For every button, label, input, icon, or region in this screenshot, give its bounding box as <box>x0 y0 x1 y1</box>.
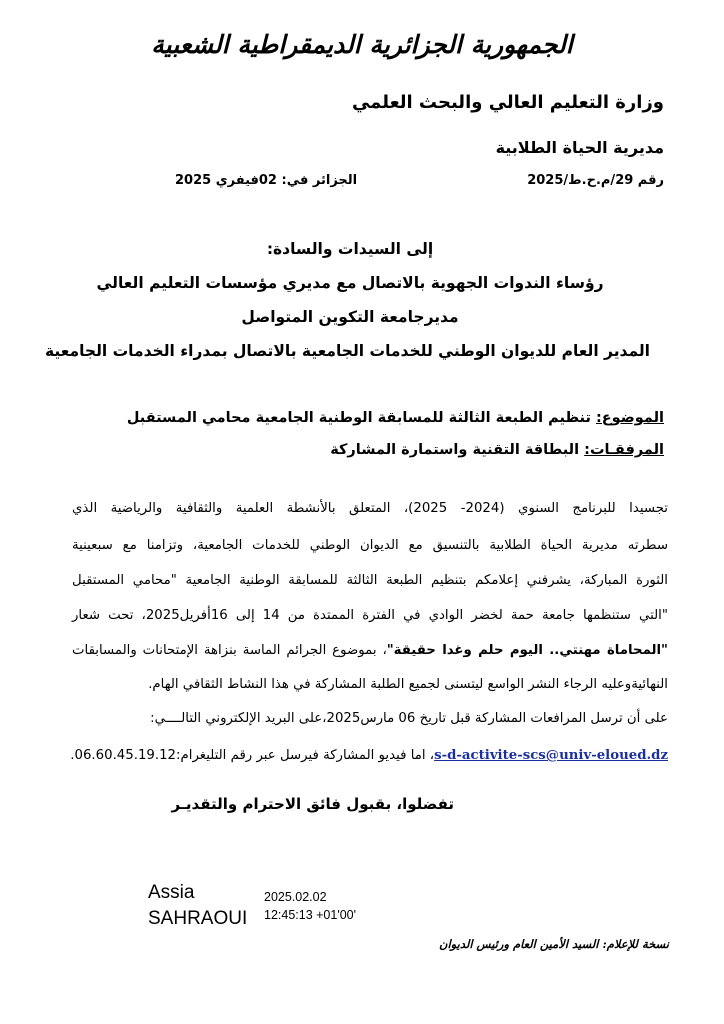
ministry-name: وزارة التعليم العالي والبحث العلمي <box>351 92 664 113</box>
body-line: "التي ستنظمها جامعة حمة لخضر الوادي في الفترة الممتدة من 14 إلى 16أفريل2025، تحت شعار <box>72 608 668 623</box>
salutation: إلى السيدات والسادة: <box>266 240 434 258</box>
attachments-text: البطاقة التقنية واستمارة المشاركة <box>330 442 585 458</box>
subject-label: الموضوع: <box>595 410 664 426</box>
signature-time: 12:45:13 +01'00' <box>264 908 357 922</box>
slogan: "المحاماة مهنتي.. اليوم حلم وغدا حقيقة" <box>386 643 668 658</box>
body-line: الثورة المباركة، يشرفني إعلامكم بتنظيم الطبعة الثالثة للمسابقة الوطنية الجامعية "محامي المستقبل <box>72 573 668 588</box>
body-line: تجسيدا للبرنامج السنوي (2024- 2025)، المتعلق بالأنشطة العلمية والثقافية والرياضية الذي <box>72 501 669 516</box>
closing-line: تفضلوا، بقبول فائق الاحترام والتقديـر <box>171 795 454 813</box>
email-link[interactable]: s-d-activite-scs@univ-eloued.dz <box>434 748 668 763</box>
addressee-line: المدير العام للديوان الوطني للخدمات الجامعية بالاتصال بمدراء الخدمات الجامعية <box>45 342 650 360</box>
addressee-line: مديرجامعة التكوين المتواصل <box>241 308 459 326</box>
body-line: على أن ترسل المرافعات المشاركة قبل تاريخ 06 مارس2025،على البريد الإلكتروني التالــــي: <box>150 711 668 726</box>
directorate-name: مديرية الحياة الطلابية <box>495 138 664 157</box>
reference-number: رقم 29/م.ح.ط/2025 <box>527 173 664 188</box>
signer-last-name: SAHRAOUI <box>148 908 248 929</box>
body-line: النهائيةوعليه الرجاء النشر الواسع ليتسنى لجميع الطلبة المشاركة في هذا النشاط الثقافي الهام. <box>148 677 668 692</box>
signature-date: 2025.02.02 <box>264 890 327 904</box>
addressee-line: رؤساء الندوات الجهوية بالاتصال مع مديري مؤسسات التعليم العالي <box>96 274 604 292</box>
place-date: الجزائر في: 02فيفري 2025 <box>175 173 358 188</box>
body-line-slogan <box>72 641 668 661</box>
body-line: سطرته مديرية الحياة الطلابية بالتنسيق مع الديوان الوطني للخدمات الجامعية، وتزامنا مع سبعينية <box>72 538 668 553</box>
slogan-rest: ، بموضوع الجرائم الماسة بنزاهة الإمتحانات والمسابقات <box>72 643 387 658</box>
cc-line: نسخة للإعلام: السيد الأمين العام ورئيس الديوان <box>439 937 669 951</box>
body-line-email <box>72 746 668 766</box>
signer-first-name: Assia <box>148 882 195 903</box>
republic-header: الجمهورية الجزائرية الديمقراطية الشعبية <box>151 30 573 59</box>
subject-line <box>127 410 664 426</box>
telegram-text: ، اما فيديو المشاركة فيرسل عبر رقم التليغرام:06.60.45.19.12. <box>70 748 435 763</box>
subject-text: تنظيم الطبعة الثالثة للمسابقة الوطنية الجامعية محامي المستقبل <box>126 410 596 426</box>
attachments-line <box>330 442 664 458</box>
attachments-label: المرفقـات: <box>584 442 664 458</box>
